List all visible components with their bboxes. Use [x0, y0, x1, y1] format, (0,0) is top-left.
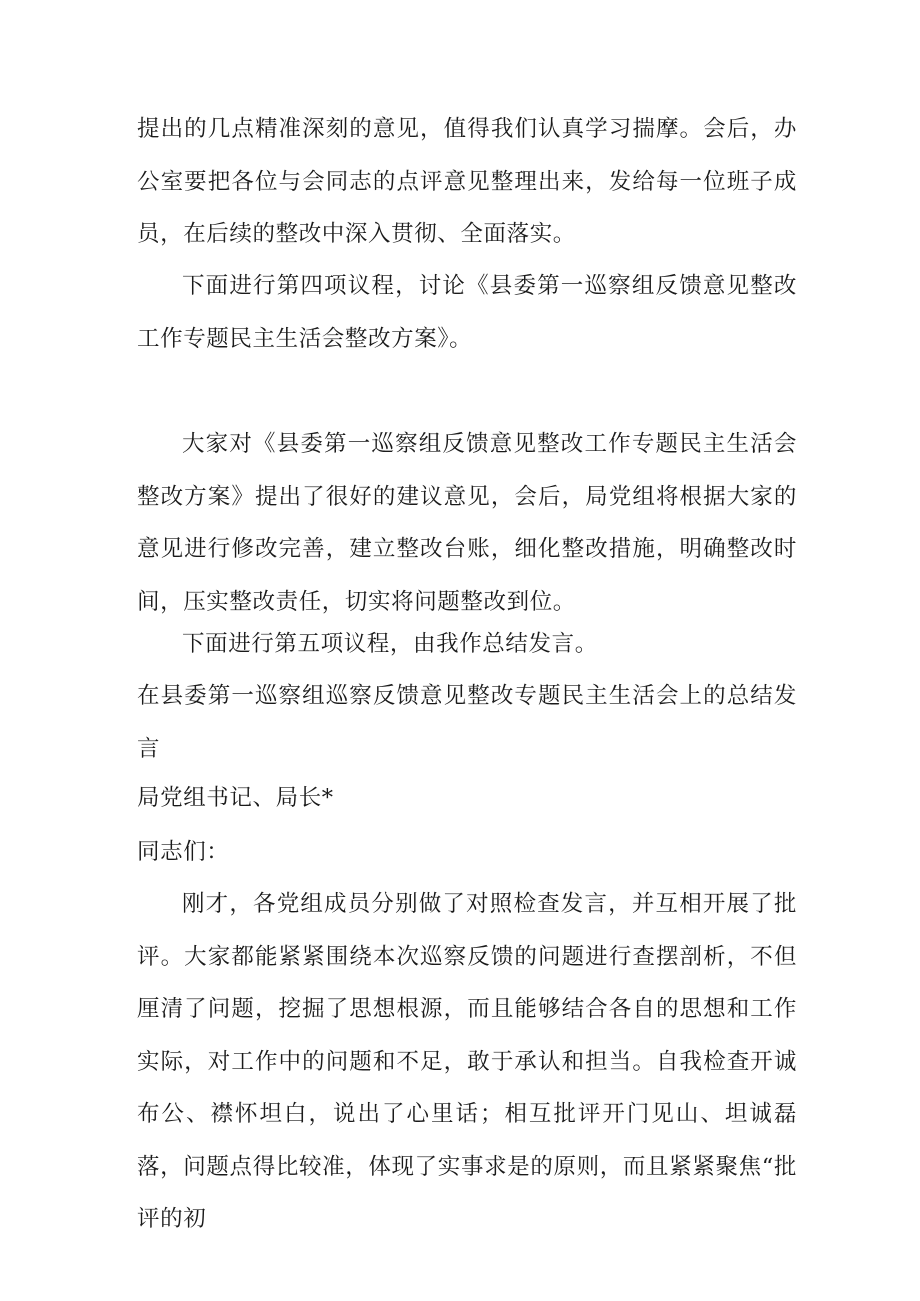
- paragraph-meeting-opinions: 提出的几点精准深刻的意见，值得我们认真学习揣摩。会后，办公室要把各位与会同志的点评意见整理出来，发给每一位班子成员，在后续的整改中深入贯彻、全面落实。: [137, 116, 797, 247]
- paragraph-agenda-five: 下面进行第五项议程，由我作总结发言。: [182, 631, 598, 657]
- salutation: 同志们：: [137, 839, 230, 865]
- speaker-line: 局党组书记、局长*: [137, 785, 334, 811]
- paragraph-rectification-plan: 大家对《县委第一巡察组反馈意见整改工作专题民主生活会整改方案》提出了很好的建议意见，会后，局党组将根据大家的意见进行修改完善，建立整改台账，细化整改措施，明确整改时间，压实整改责任，切实将问题整改到位。: [137, 431, 797, 615]
- paragraph-agenda-four: 下面进行第四项议程，讨论《县委第一巡察组反馈意见整改工作专题民主生活会整改方案》。: [137, 273, 797, 352]
- paragraph-speech-body: 刚才，各党组成员分别做了对照检查发言，并互相开展了批评。大家都能紧紧围绕本次巡察反馈的问题进行查摆剖析，不但厘清了问题，挖掘了思想根源，而且能够结合各自的思想和工作实际，对工作中的问题和不足，敢于承认和担当。自我检查开诚布公、襟怀坦白，说出了心里话；相互批评开门见山、坦诚磊落，问题点得比较准，体现了实事求是的原则，而且紧紧聚焦“批评的初: [137, 891, 797, 1232]
- speech-title: 在县委第一巡察组巡察反馈意见整改专题民主生活会上的总结发言: [137, 683, 797, 762]
